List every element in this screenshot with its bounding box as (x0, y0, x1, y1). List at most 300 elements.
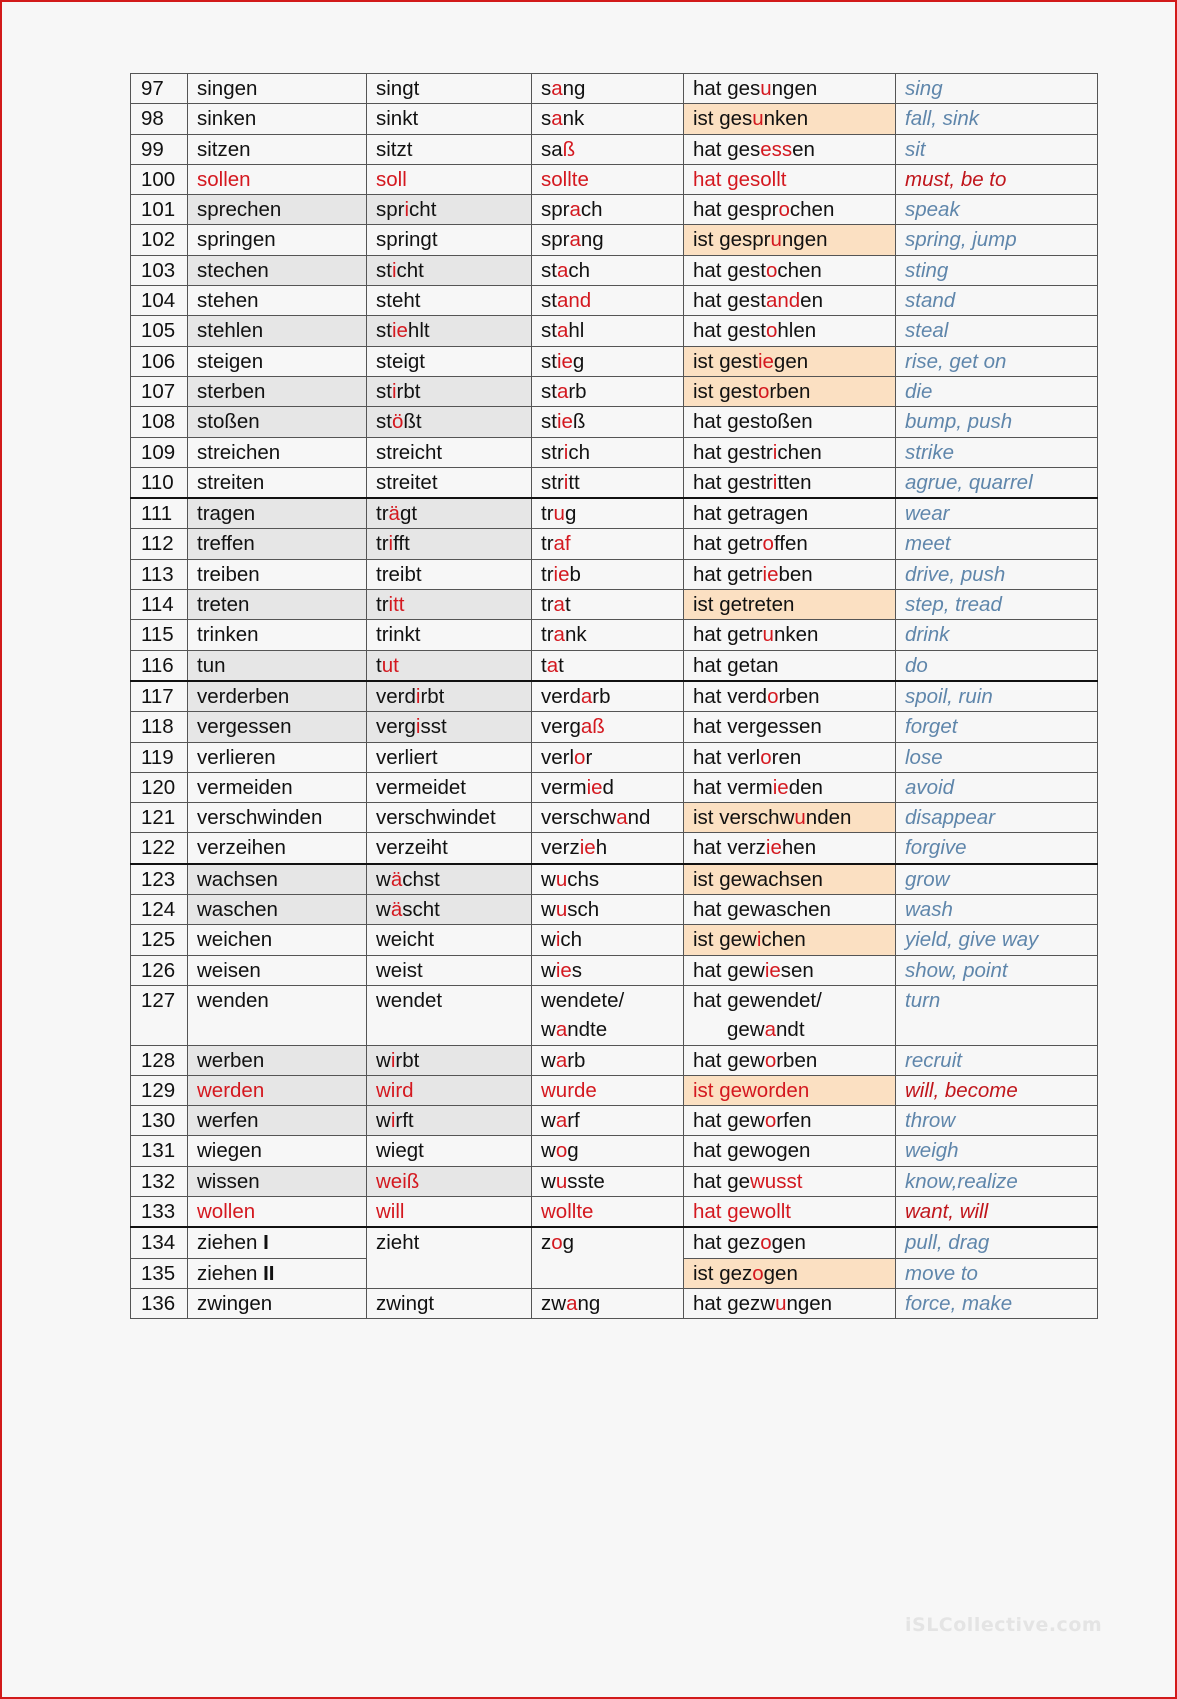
preterite-cell (532, 74, 684, 104)
verb-fragment: verd (376, 684, 416, 708)
perfect-cell (684, 134, 896, 164)
preterite-cell (532, 467, 684, 498)
english-meaning: speak (896, 195, 1098, 225)
table-row (131, 559, 1098, 589)
verb-fragment: ist gest (693, 349, 758, 373)
verb-fragment: ngen (771, 77, 818, 100)
verb-fragment: ie (555, 958, 572, 982)
verb-fragment: hat ges (693, 137, 761, 161)
row-number: 105 (131, 316, 188, 346)
english-meaning: must, be to (896, 164, 1098, 194)
english-meaning: sing (896, 74, 1098, 104)
table-row (131, 650, 1098, 681)
row-number: 126 (131, 955, 188, 985)
row-number: 131 (131, 1136, 188, 1166)
verb-fragment: wird (376, 1078, 414, 1102)
infinitive-cell (188, 833, 367, 864)
verb-fragment: chst (402, 867, 440, 891)
infinitive: vermeiden (197, 775, 293, 799)
preterite-cell (532, 104, 684, 134)
table-row (131, 74, 1098, 104)
preterite-cell (532, 134, 684, 164)
table-row (131, 590, 1098, 620)
verb-fragment: wurde (541, 1078, 597, 1102)
verb-fragment: w (541, 867, 556, 891)
verb-fragment: hat gew (693, 1109, 765, 1133)
row-number: 108 (131, 407, 188, 437)
preterite-cell (532, 864, 684, 895)
preterite-cell (532, 1166, 684, 1196)
verb-fragment: t (376, 653, 382, 677)
verb-fragment: w (541, 1169, 556, 1193)
present-3rd-person-cell (367, 1075, 532, 1105)
present-3rd-person-cell (367, 681, 532, 712)
row-number: 117 (131, 681, 188, 712)
table-row (131, 437, 1098, 467)
perfect-cell (684, 346, 896, 376)
verb-fragment: tten (777, 470, 812, 494)
verb-fragment: ß (572, 410, 586, 434)
verb-fragment: tr (541, 562, 554, 586)
row-number: 135 (131, 1258, 188, 1288)
english-meaning: yield, give way (896, 925, 1098, 955)
verb-fragment: ßt (403, 410, 422, 434)
verb-fragment: gen (771, 1231, 806, 1255)
infinitive: verderben (197, 684, 290, 708)
verb-fragment: a (566, 1291, 578, 1315)
row-number: 101 (131, 195, 188, 225)
present-3rd-person-cell (367, 650, 532, 681)
row-number: 115 (131, 620, 188, 650)
verb-fragment: u (794, 806, 806, 830)
verb-fragment: u (762, 623, 774, 647)
infinitive-cell (188, 164, 367, 194)
perfect-cell (684, 742, 896, 772)
preterite-cell (532, 985, 684, 1045)
verb-fragment: u (775, 1291, 787, 1315)
infinitive: streichen (197, 440, 281, 464)
present-3rd-person-cell (367, 164, 532, 194)
english-meaning: throw (896, 1106, 1098, 1136)
verb-fragment: i (388, 532, 394, 556)
verb-fragment: ie (556, 410, 573, 434)
english-meaning: stand (896, 286, 1098, 316)
english-meaning: do (896, 650, 1098, 681)
present-3rd-person-cell (367, 1227, 532, 1288)
present-3rd-person-cell (367, 316, 532, 346)
verb-fragment: cht (396, 258, 424, 282)
infinitive: tragen (197, 502, 256, 526)
verb-fragment: steht (376, 289, 421, 313)
table-row (131, 985, 1098, 1045)
verb-fragment: streicht (376, 440, 443, 464)
perfect-cell (684, 104, 896, 134)
verb-fragment: u (770, 228, 782, 252)
perfect-cell (684, 498, 896, 529)
row-number: 122 (131, 833, 188, 864)
preterite-cell (532, 1106, 684, 1136)
verb-fragment: i (415, 684, 421, 708)
verb-fragment: hat gespr (693, 198, 779, 222)
verb-fragment: hat gestoßen (693, 410, 813, 434)
verb-fragment: u (555, 1169, 568, 1193)
row-number: 102 (131, 225, 188, 255)
infinitive-cell (188, 195, 367, 225)
infinitive: verzeihen (197, 836, 286, 860)
verb-fragment: o (555, 1139, 568, 1163)
infinitive-cell (188, 1045, 367, 1075)
perfect-cell (684, 1106, 896, 1136)
infinitive-cell (188, 255, 367, 285)
row-number: 112 (131, 529, 188, 559)
english-meaning: know,realize (896, 1166, 1098, 1196)
verb-fragment: ndt (776, 1017, 805, 1041)
infinitive: streiten (197, 470, 265, 494)
perfect-cell (684, 1258, 896, 1288)
table-row (131, 955, 1098, 985)
verb-fragment: ren (771, 745, 802, 769)
present-3rd-person-cell (367, 985, 532, 1045)
preterite-cell (532, 316, 684, 346)
row-number: 114 (131, 590, 188, 620)
perfect-cell (684, 437, 896, 467)
verb-fragment: weiß (376, 1169, 420, 1193)
verb-fragment: g (572, 349, 585, 373)
infinitive-cell (188, 1166, 367, 1196)
verb-fragment: zw (541, 1291, 567, 1315)
verb-fragment: tr (376, 593, 389, 617)
preterite-cell (532, 1045, 684, 1075)
perfect-cell (684, 529, 896, 559)
verb-fragment: rbt (396, 379, 421, 403)
infinitive-cell (188, 1227, 367, 1258)
verb-fragment: ist verschw (693, 806, 795, 830)
verb-fragment: w (541, 1048, 556, 1072)
verb-fragment: verschwindet (376, 806, 496, 830)
table-row (131, 164, 1098, 194)
perfect-cell (684, 590, 896, 620)
row-number: 121 (131, 803, 188, 833)
verb-fragment: ngen (786, 1291, 833, 1315)
verb-fragment: cht (409, 198, 437, 222)
preterite-cell (532, 681, 684, 712)
infinitive: sprechen (197, 198, 282, 222)
english-meaning: grow (896, 864, 1098, 895)
preterite-cell (532, 712, 684, 742)
verb-fragment: rbt (395, 1048, 420, 1072)
preterite-cell (532, 195, 684, 225)
verb-fragment: ist gest (693, 379, 758, 403)
verb-fragment: st (541, 258, 557, 282)
verb-fragment: u (553, 502, 565, 526)
verb-fragment: h (595, 836, 608, 860)
verb-fragment: ie (757, 349, 774, 373)
verb-fragment: spr (541, 228, 570, 252)
perfect-cell (684, 225, 896, 255)
verb-fragment: w (541, 1017, 556, 1041)
verb-fragment: will (376, 1199, 405, 1223)
present-3rd-person-cell (367, 559, 532, 589)
infinitive-cell (188, 104, 367, 134)
table-row (131, 681, 1098, 712)
english-meaning: disappear (896, 803, 1098, 833)
infinitive: trinken (197, 623, 259, 647)
verb-fragment: w (541, 1139, 556, 1163)
verb-fragment: hat gewollt (693, 1199, 792, 1223)
verb-fragment: a (569, 228, 581, 252)
present-3rd-person-cell (367, 376, 532, 406)
english-meaning: avoid (896, 772, 1098, 802)
english-meaning: fall, sink (896, 104, 1098, 134)
verb-fragment: rb (568, 379, 587, 403)
table-row (131, 803, 1098, 833)
preterite-cell (532, 1227, 684, 1288)
infinitive: treiben (197, 562, 260, 586)
present-3rd-person-cell (367, 864, 532, 895)
verb-fragment: sst (420, 715, 447, 739)
verb-fragment: ie (765, 836, 782, 860)
preterite-cell (532, 346, 684, 376)
verb-fragment: o (551, 1231, 563, 1255)
preterite-cell (532, 833, 684, 864)
present-3rd-person-cell (367, 955, 532, 985)
verb-fragment: ben (778, 562, 813, 586)
verb-fragment: verliert (376, 745, 438, 769)
preterite-cell (532, 286, 684, 316)
infinitive: wenden (197, 988, 269, 1012)
english-meaning: lose (896, 742, 1098, 772)
present-3rd-person-cell (367, 255, 532, 285)
verb-fragment: ch (580, 198, 603, 222)
verb-fragment: tr (376, 502, 389, 526)
verb-fragment: o (760, 1231, 772, 1255)
verb-fragment: ut (381, 653, 399, 677)
table-row (131, 529, 1098, 559)
verb-fragment: nken (773, 623, 819, 647)
present-3rd-person-cell (367, 104, 532, 134)
table-row (131, 1166, 1098, 1196)
verb-fragment: ie (772, 775, 789, 799)
row-number: 128 (131, 1045, 188, 1075)
verb-fragment: den (788, 775, 823, 799)
verb-fragment: ndte (567, 1017, 608, 1041)
present-3rd-person-cell (367, 407, 532, 437)
perfect-cell (684, 955, 896, 985)
verb-fragment: i (391, 258, 397, 282)
verb-fragment: nk (564, 623, 587, 647)
present-3rd-person-cell (367, 195, 532, 225)
verb-fragment: a (555, 1048, 568, 1072)
perfect-cell (684, 1136, 896, 1166)
row-number: 104 (131, 286, 188, 316)
verb-fragment: i (772, 470, 778, 494)
verb-fragment: s (571, 958, 583, 982)
verb-fragment: g (562, 1231, 575, 1255)
perfect-cell (684, 620, 896, 650)
row-number: 113 (131, 559, 188, 589)
verb-fragment: singt (376, 77, 420, 100)
preterite-cell (532, 925, 684, 955)
verb-fragment: verg (376, 715, 416, 739)
verb-fragment: treibt (376, 562, 422, 586)
english-meaning: pull, drag (896, 1227, 1098, 1258)
verb-fragment: sinkt (376, 107, 419, 131)
infinitive-cell (188, 437, 367, 467)
verb-fragment: rfen (776, 1109, 812, 1133)
verb-fragment: w (541, 1109, 556, 1133)
table-row (131, 1075, 1098, 1105)
verb-fragment: o (767, 684, 779, 708)
infinitive: zwingen (197, 1291, 273, 1315)
row-number: 97 (131, 74, 188, 104)
verb-fragment: i (390, 1048, 396, 1072)
english-meaning: recruit (896, 1045, 1098, 1075)
verb-fragment: hlen (777, 319, 817, 343)
infinitive-cell (188, 467, 367, 498)
row-number: 130 (131, 1106, 188, 1136)
verb-fragment: o (762, 532, 774, 556)
row-number: 119 (131, 742, 188, 772)
verb-fragment: hat ge (693, 1169, 750, 1193)
row-number: 100 (131, 164, 188, 194)
english-meaning: bump, push (896, 407, 1098, 437)
infinitive-variant: II (263, 1261, 275, 1285)
infinitive-cell (188, 895, 367, 925)
table-row (131, 346, 1098, 376)
table-row (131, 407, 1098, 437)
verb-fragment: o (765, 258, 778, 282)
verb-fragment: st (376, 319, 392, 343)
verb-fragment: spr (541, 198, 570, 222)
verb-fragment: ch (568, 440, 590, 464)
preterite-cell (532, 590, 684, 620)
preterite-cell (532, 437, 684, 467)
english-meaning: sting (896, 255, 1098, 285)
verb-fragment: a (546, 653, 559, 677)
row-number: 123 (131, 864, 188, 895)
verb-fragment: i (756, 928, 762, 952)
verb-fragment: ist gez (693, 1261, 753, 1285)
perfect-cell (684, 1288, 896, 1318)
verb-fragment: w (541, 928, 556, 952)
present-3rd-person-cell (367, 1196, 532, 1227)
verb-fragment: ng (580, 228, 604, 252)
infinitive-cell (188, 590, 367, 620)
verb-fragment: hat gewogen (693, 1139, 811, 1163)
infinitive: stoßen (197, 410, 260, 434)
verb-fragment: tr (541, 593, 554, 617)
infinitive-cell (188, 1106, 367, 1136)
table-row (131, 195, 1098, 225)
infinitive: werden (197, 1078, 265, 1102)
verb-fragment: ngen (781, 228, 828, 252)
infinitive: weichen (197, 928, 273, 952)
verb-fragment: steigt (376, 349, 425, 373)
infinitive: sitzen (197, 137, 251, 161)
infinitive-cell (188, 559, 367, 589)
present-3rd-person-cell (367, 74, 532, 104)
present-3rd-person-cell (367, 590, 532, 620)
verb-fragment: springt (376, 228, 438, 252)
infinitive-variant: I (263, 1231, 269, 1255)
table-row (131, 376, 1098, 406)
perfect-line (693, 986, 886, 1015)
verb-fragment: st (541, 289, 557, 313)
verb-fragment: ist geworden (693, 1078, 810, 1102)
infinitive-cell (188, 1258, 367, 1288)
preterite-cell (532, 498, 684, 529)
preterite-line (541, 986, 674, 1015)
verb-fragment: a (555, 1017, 568, 1041)
table-row (131, 925, 1098, 955)
infinitive: werfen (197, 1109, 259, 1133)
preterite-cell (532, 376, 684, 406)
table-row (131, 864, 1098, 895)
infinitive-cell (188, 985, 367, 1045)
verb-fragment: ffen (773, 532, 808, 556)
verb-fragment: o (757, 379, 770, 403)
preterite-cell (532, 1136, 684, 1166)
verb-fragment: hat gesollt (693, 167, 787, 191)
verb-fragment: and (765, 289, 801, 313)
perfect-line (693, 1015, 886, 1044)
perfect-cell (684, 833, 896, 864)
present-3rd-person-cell (367, 286, 532, 316)
present-3rd-person-cell (367, 833, 532, 864)
verb-fragment: st (541, 379, 557, 403)
verb-fragment: en (800, 289, 823, 313)
english-meaning: steal (896, 316, 1098, 346)
infinitive-cell (188, 376, 367, 406)
table-row (131, 104, 1098, 134)
row-number: 110 (131, 467, 188, 498)
verb-fragment: tt (568, 470, 580, 494)
verb-fragment: rb (567, 1048, 586, 1072)
infinitive: stechen (197, 258, 269, 282)
verb-fragment: scht (402, 898, 440, 922)
verb-fragment: ä (390, 898, 403, 922)
infinitive: wiegen (197, 1139, 262, 1163)
verb-fragment: sollte (541, 167, 589, 191)
verb-fragment: hat getr (693, 562, 763, 586)
verb-fragment: w (376, 867, 391, 891)
row-number: 129 (131, 1075, 188, 1105)
infinitive-cell (188, 1196, 367, 1227)
perfect-cell (684, 316, 896, 346)
verb-fragment: o (778, 198, 790, 222)
infinitive-cell (188, 134, 367, 164)
infinitive: wissen (197, 1169, 260, 1193)
verb-fragment: g (567, 1139, 579, 1163)
verb-fragment: hat vergessen (693, 715, 822, 739)
verb-fragment: o (764, 1048, 777, 1072)
row-number: 106 (131, 346, 188, 376)
verb-fragment: tr (541, 502, 554, 526)
present-3rd-person-cell (367, 498, 532, 529)
table-row (131, 1045, 1098, 1075)
preterite-cell (532, 1196, 684, 1227)
infinitive-cell (188, 498, 367, 529)
present-3rd-person-cell (367, 467, 532, 498)
english-meaning: drive, push (896, 559, 1098, 589)
verb-fragment: st (541, 349, 557, 373)
verb-fragment: verzeiht (376, 836, 448, 860)
verb-fragment: w (376, 898, 391, 922)
preterite-cell (532, 772, 684, 802)
verb-fragment: verd (541, 684, 581, 708)
verb-fragment: chen (777, 440, 822, 464)
table-row (131, 1106, 1098, 1136)
